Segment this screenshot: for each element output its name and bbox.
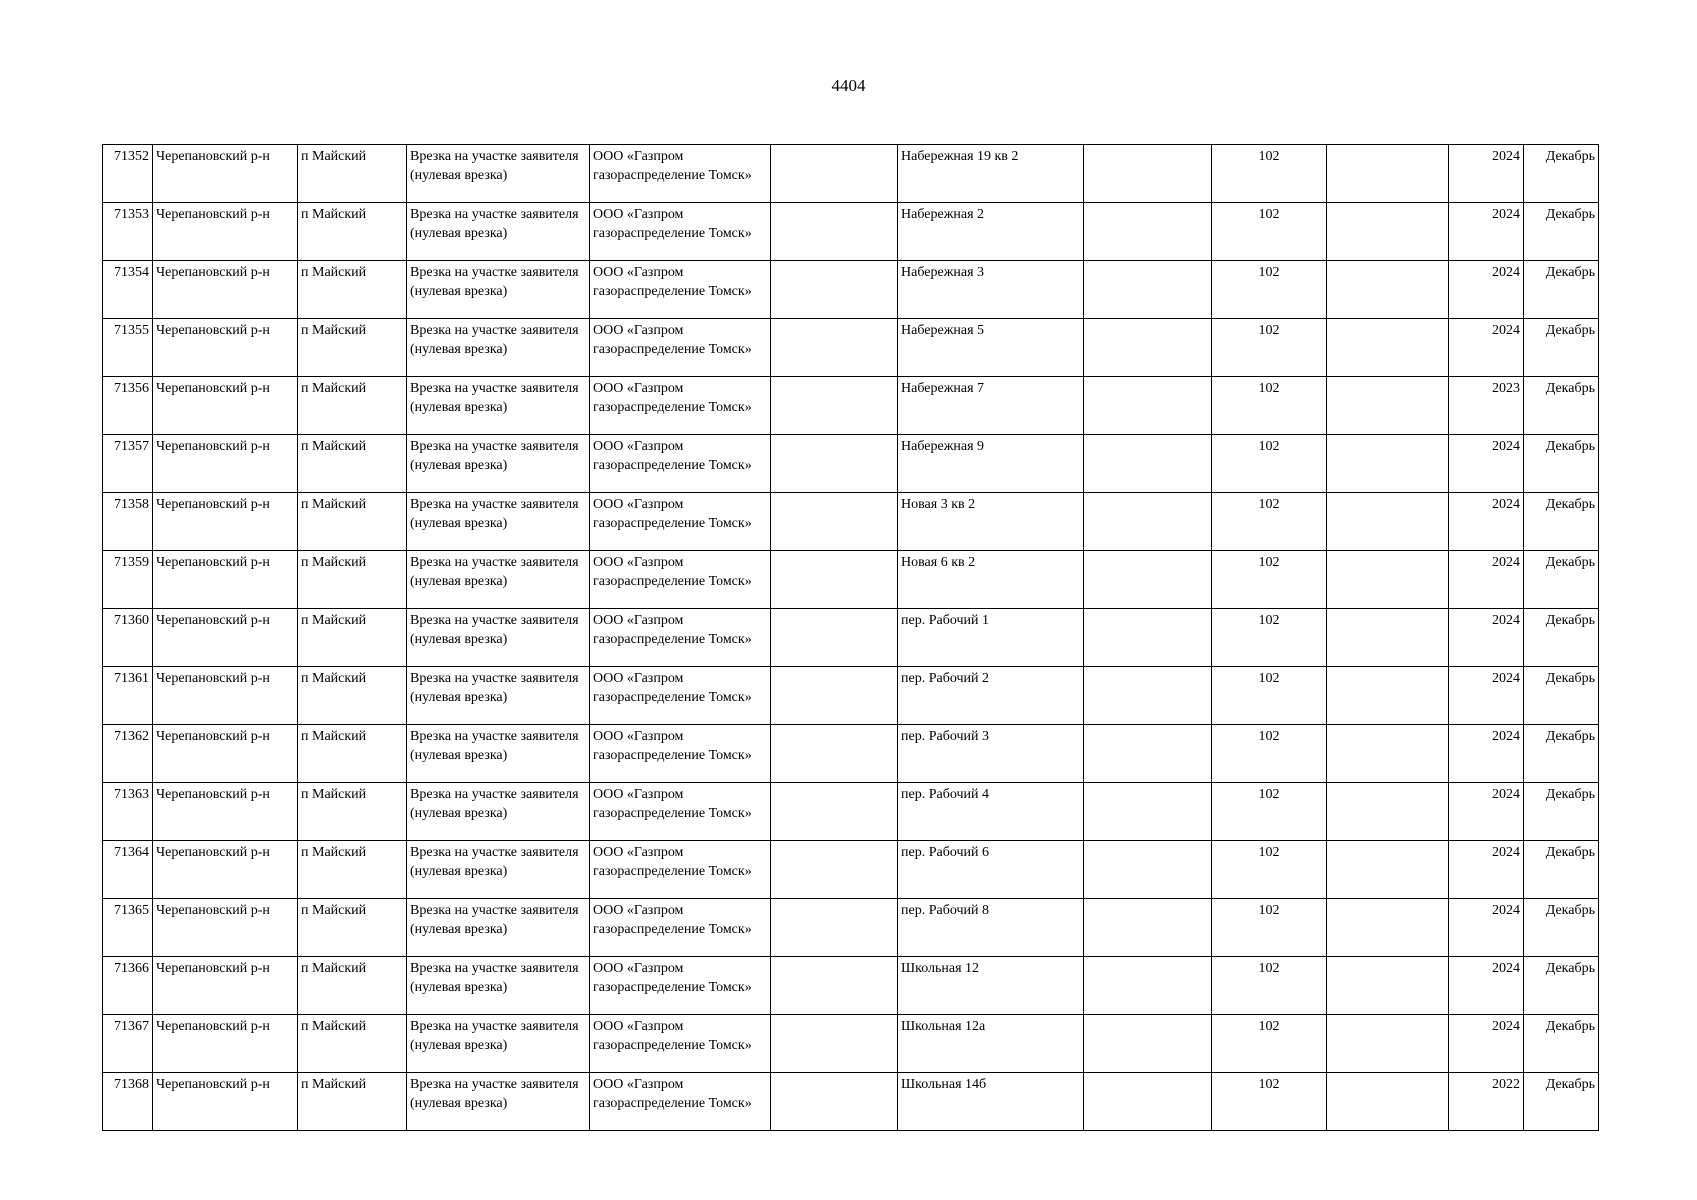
cell-empty xyxy=(1327,145,1449,203)
cell-organization: ООО «Газпром газораспределение Томск» xyxy=(590,783,771,841)
table-row xyxy=(103,203,1599,261)
cell-number: 71364 xyxy=(103,841,153,899)
table-row xyxy=(103,145,1599,203)
cell-month: Декабрь xyxy=(1524,899,1599,957)
cell-empty xyxy=(1327,667,1449,725)
cell-district: Черепановский р-н xyxy=(153,203,298,261)
cell-empty xyxy=(1327,551,1449,609)
table-body xyxy=(103,145,1599,1131)
cell-settlement: п Майский xyxy=(298,261,407,319)
cell-empty xyxy=(1327,377,1449,435)
cell-empty xyxy=(1327,1073,1449,1131)
cell-empty xyxy=(1327,435,1449,493)
cell-empty xyxy=(771,957,898,1015)
cell-organization: ООО «Газпром газораспределение Томск» xyxy=(590,493,771,551)
cell-address: Набережная 2 xyxy=(898,203,1084,261)
cell-number: 71357 xyxy=(103,435,153,493)
cell-district: Черепановский р-н xyxy=(153,1015,298,1073)
table-row xyxy=(103,899,1599,957)
cell-empty xyxy=(771,1015,898,1073)
cell-organization: ООО «Газпром газораспределение Томск» xyxy=(590,841,771,899)
cell-empty xyxy=(771,261,898,319)
cell-number: 71360 xyxy=(103,609,153,667)
cell-address: Новая 6 кв 2 xyxy=(898,551,1084,609)
cell-empty xyxy=(1084,783,1212,841)
cell-address: Набережная 9 xyxy=(898,435,1084,493)
cell-capacity: 102 xyxy=(1212,435,1327,493)
cell-district: Черепановский р-н xyxy=(153,261,298,319)
cell-empty xyxy=(771,899,898,957)
cell-settlement: п Майский xyxy=(298,551,407,609)
cell-organization: ООО «Газпром газораспределение Томск» xyxy=(590,1073,771,1131)
cell-empty xyxy=(771,319,898,377)
cell-address: Новая 3 кв 2 xyxy=(898,493,1084,551)
cell-work-type: Врезка на участке заявителя (нулевая врезка) xyxy=(407,435,590,493)
cell-work-type: Врезка на участке заявителя (нулевая врезка) xyxy=(407,957,590,1015)
cell-empty xyxy=(1084,145,1212,203)
cell-work-type: Врезка на участке заявителя (нулевая врезка) xyxy=(407,1073,590,1131)
cell-empty xyxy=(1084,1015,1212,1073)
cell-settlement: п Майский xyxy=(298,493,407,551)
page-number: 4404 xyxy=(831,76,866,95)
cell-empty xyxy=(771,841,898,899)
cell-month: Декабрь xyxy=(1524,957,1599,1015)
cell-work-type: Врезка на участке заявителя (нулевая врезка) xyxy=(407,841,590,899)
cell-number: 71359 xyxy=(103,551,153,609)
cell-year: 2024 xyxy=(1449,319,1524,377)
cell-district: Черепановский р-н xyxy=(153,667,298,725)
cell-capacity: 102 xyxy=(1212,667,1327,725)
cell-district: Черепановский р-н xyxy=(153,145,298,203)
cell-empty xyxy=(1084,1073,1212,1131)
cell-organization: ООО «Газпром газораспределение Томск» xyxy=(590,725,771,783)
cell-number: 71358 xyxy=(103,493,153,551)
cell-month: Декабрь xyxy=(1524,1073,1599,1131)
cell-month: Декабрь xyxy=(1524,261,1599,319)
cell-empty xyxy=(771,203,898,261)
cell-empty xyxy=(1327,725,1449,783)
cell-empty xyxy=(1327,783,1449,841)
cell-empty xyxy=(1084,493,1212,551)
cell-month: Декабрь xyxy=(1524,435,1599,493)
cell-capacity: 102 xyxy=(1212,1015,1327,1073)
table-row xyxy=(103,551,1599,609)
cell-work-type: Врезка на участке заявителя (нулевая врезка) xyxy=(407,145,590,203)
cell-district: Черепановский р-н xyxy=(153,551,298,609)
cell-organization: ООО «Газпром газораспределение Томск» xyxy=(590,609,771,667)
cell-settlement: п Майский xyxy=(298,1015,407,1073)
cell-settlement: п Майский xyxy=(298,609,407,667)
cell-capacity: 102 xyxy=(1212,261,1327,319)
cell-empty xyxy=(1327,319,1449,377)
cell-organization: ООО «Газпром газораспределение Томск» xyxy=(590,551,771,609)
cell-organization: ООО «Газпром газораспределение Томск» xyxy=(590,435,771,493)
cell-empty xyxy=(1084,261,1212,319)
cell-address: Школьная 12 xyxy=(898,957,1084,1015)
cell-empty xyxy=(1084,899,1212,957)
cell-district: Черепановский р-н xyxy=(153,435,298,493)
cell-district: Черепановский р-н xyxy=(153,841,298,899)
table-row xyxy=(103,435,1599,493)
cell-settlement: п Майский xyxy=(298,1073,407,1131)
cell-empty xyxy=(771,667,898,725)
cell-capacity: 102 xyxy=(1212,899,1327,957)
cell-number: 71362 xyxy=(103,725,153,783)
cell-empty xyxy=(1084,609,1212,667)
cell-empty xyxy=(1327,609,1449,667)
cell-work-type: Врезка на участке заявителя (нулевая врезка) xyxy=(407,783,590,841)
cell-address: Набережная 7 xyxy=(898,377,1084,435)
cell-district: Черепановский р-н xyxy=(153,319,298,377)
cell-address: Набережная 3 xyxy=(898,261,1084,319)
cell-empty xyxy=(1084,203,1212,261)
cell-year: 2024 xyxy=(1449,783,1524,841)
cell-address: пер. Рабочий 6 xyxy=(898,841,1084,899)
cell-year: 2024 xyxy=(1449,841,1524,899)
cell-year: 2024 xyxy=(1449,667,1524,725)
cell-district: Черепановский р-н xyxy=(153,1073,298,1131)
cell-address: Набережная 5 xyxy=(898,319,1084,377)
cell-number: 71356 xyxy=(103,377,153,435)
cell-empty xyxy=(1327,1015,1449,1073)
cell-number: 71355 xyxy=(103,319,153,377)
cell-empty xyxy=(1084,377,1212,435)
cell-capacity: 102 xyxy=(1212,493,1327,551)
cell-address: пер. Рабочий 1 xyxy=(898,609,1084,667)
table-row xyxy=(103,841,1599,899)
cell-year: 2022 xyxy=(1449,1073,1524,1131)
table-row xyxy=(103,493,1599,551)
cell-number: 71365 xyxy=(103,899,153,957)
cell-work-type: Врезка на участке заявителя (нулевая врезка) xyxy=(407,551,590,609)
cell-empty xyxy=(1327,899,1449,957)
cell-empty xyxy=(1327,493,1449,551)
cell-empty xyxy=(1084,667,1212,725)
cell-empty xyxy=(771,145,898,203)
cell-work-type: Врезка на участке заявителя (нулевая врезка) xyxy=(407,319,590,377)
cell-settlement: п Майский xyxy=(298,435,407,493)
cell-district: Черепановский р-н xyxy=(153,609,298,667)
cell-capacity: 102 xyxy=(1212,783,1327,841)
cell-work-type: Врезка на участке заявителя (нулевая врезка) xyxy=(407,667,590,725)
cell-year: 2024 xyxy=(1449,261,1524,319)
cell-organization: ООО «Газпром газораспределение Томск» xyxy=(590,203,771,261)
cell-district: Черепановский р-н xyxy=(153,725,298,783)
cell-number: 71368 xyxy=(103,1073,153,1131)
cell-capacity: 102 xyxy=(1212,841,1327,899)
cell-settlement: п Майский xyxy=(298,377,407,435)
cell-year: 2024 xyxy=(1449,1015,1524,1073)
cell-capacity: 102 xyxy=(1212,1073,1327,1131)
cell-month: Декабрь xyxy=(1524,319,1599,377)
cell-capacity: 102 xyxy=(1212,609,1327,667)
cell-number: 71354 xyxy=(103,261,153,319)
cell-district: Черепановский р-н xyxy=(153,783,298,841)
cell-address: пер. Рабочий 3 xyxy=(898,725,1084,783)
cell-settlement: п Майский xyxy=(298,145,407,203)
cell-district: Черепановский р-н xyxy=(153,493,298,551)
cell-capacity: 102 xyxy=(1212,319,1327,377)
cell-organization: ООО «Газпром газораспределение Томск» xyxy=(590,377,771,435)
cell-month: Декабрь xyxy=(1524,725,1599,783)
cell-month: Декабрь xyxy=(1524,783,1599,841)
cell-address: Школьная 12а xyxy=(898,1015,1084,1073)
cell-month: Декабрь xyxy=(1524,841,1599,899)
cell-capacity: 102 xyxy=(1212,377,1327,435)
cell-settlement: п Майский xyxy=(298,319,407,377)
table-row xyxy=(103,609,1599,667)
cell-empty xyxy=(1327,841,1449,899)
cell-work-type: Врезка на участке заявителя (нулевая врезка) xyxy=(407,899,590,957)
cell-organization: ООО «Газпром газораспределение Томск» xyxy=(590,667,771,725)
cell-month: Декабрь xyxy=(1524,667,1599,725)
cell-work-type: Врезка на участке заявителя (нулевая врезка) xyxy=(407,493,590,551)
cell-address: Набережная 19 кв 2 xyxy=(898,145,1084,203)
cell-district: Черепановский р-н xyxy=(153,377,298,435)
cell-number: 71363 xyxy=(103,783,153,841)
cell-year: 2024 xyxy=(1449,145,1524,203)
cell-month: Декабрь xyxy=(1524,551,1599,609)
cell-empty xyxy=(771,1073,898,1131)
cell-number: 71361 xyxy=(103,667,153,725)
cell-year: 2023 xyxy=(1449,377,1524,435)
cell-month: Декабрь xyxy=(1524,145,1599,203)
cell-empty xyxy=(771,435,898,493)
table-row xyxy=(103,783,1599,841)
cell-settlement: п Майский xyxy=(298,725,407,783)
cell-number: 71366 xyxy=(103,957,153,1015)
cell-settlement: п Майский xyxy=(298,841,407,899)
table-row xyxy=(103,377,1599,435)
cell-address: Школьная 14б xyxy=(898,1073,1084,1131)
cell-month: Декабрь xyxy=(1524,377,1599,435)
cell-capacity: 102 xyxy=(1212,551,1327,609)
cell-organization: ООО «Газпром газораспределение Томск» xyxy=(590,1015,771,1073)
cell-organization: ООО «Газпром газораспределение Томск» xyxy=(590,319,771,377)
cell-work-type: Врезка на участке заявителя (нулевая врезка) xyxy=(407,725,590,783)
cell-number: 71353 xyxy=(103,203,153,261)
cell-settlement: п Майский xyxy=(298,667,407,725)
cell-empty xyxy=(771,609,898,667)
cell-empty xyxy=(771,725,898,783)
cell-empty xyxy=(771,377,898,435)
cell-month: Декабрь xyxy=(1524,203,1599,261)
table-row xyxy=(103,319,1599,377)
cell-year: 2024 xyxy=(1449,493,1524,551)
cell-district: Черепановский р-н xyxy=(153,957,298,1015)
cell-district: Черепановский р-н xyxy=(153,899,298,957)
cell-capacity: 102 xyxy=(1212,203,1327,261)
cell-settlement: п Майский xyxy=(298,783,407,841)
cell-empty xyxy=(1327,203,1449,261)
cell-number: 71367 xyxy=(103,1015,153,1073)
cell-empty xyxy=(1084,435,1212,493)
cell-empty xyxy=(771,551,898,609)
cell-settlement: п Майский xyxy=(298,899,407,957)
cell-capacity: 102 xyxy=(1212,957,1327,1015)
table-row xyxy=(103,667,1599,725)
table-row xyxy=(103,1073,1599,1131)
cell-empty xyxy=(1084,841,1212,899)
cell-empty xyxy=(1327,957,1449,1015)
gasification-table xyxy=(102,144,1599,1131)
cell-capacity: 102 xyxy=(1212,725,1327,783)
cell-capacity: 102 xyxy=(1212,145,1327,203)
cell-empty xyxy=(1084,957,1212,1015)
cell-empty xyxy=(1327,261,1449,319)
cell-address: пер. Рабочий 8 xyxy=(898,899,1084,957)
cell-address: пер. Рабочий 2 xyxy=(898,667,1084,725)
cell-year: 2024 xyxy=(1449,551,1524,609)
cell-number: 71352 xyxy=(103,145,153,203)
cell-year: 2024 xyxy=(1449,609,1524,667)
cell-year: 2024 xyxy=(1449,203,1524,261)
cell-empty xyxy=(771,493,898,551)
cell-month: Декабрь xyxy=(1524,493,1599,551)
cell-year: 2024 xyxy=(1449,899,1524,957)
cell-month: Декабрь xyxy=(1524,609,1599,667)
cell-year: 2024 xyxy=(1449,435,1524,493)
cell-organization: ООО «Газпром газораспределение Томск» xyxy=(590,145,771,203)
cell-empty xyxy=(771,783,898,841)
cell-month: Декабрь xyxy=(1524,1015,1599,1073)
table-row xyxy=(103,1015,1599,1073)
cell-address: пер. Рабочий 4 xyxy=(898,783,1084,841)
cell-settlement: п Майский xyxy=(298,957,407,1015)
table-row xyxy=(103,261,1599,319)
cell-work-type: Врезка на участке заявителя (нулевая врезка) xyxy=(407,1015,590,1073)
cell-settlement: п Майский xyxy=(298,203,407,261)
cell-year: 2024 xyxy=(1449,725,1524,783)
cell-organization: ООО «Газпром газораспределение Томск» xyxy=(590,261,771,319)
cell-empty xyxy=(1084,319,1212,377)
table-row xyxy=(103,957,1599,1015)
cell-organization: ООО «Газпром газораспределение Томск» xyxy=(590,899,771,957)
cell-work-type: Врезка на участке заявителя (нулевая врезка) xyxy=(407,609,590,667)
table-row xyxy=(103,725,1599,783)
cell-work-type: Врезка на участке заявителя (нулевая врезка) xyxy=(407,261,590,319)
cell-work-type: Врезка на участке заявителя (нулевая врезка) xyxy=(407,377,590,435)
cell-year: 2024 xyxy=(1449,957,1524,1015)
cell-work-type: Врезка на участке заявителя (нулевая врезка) xyxy=(407,203,590,261)
cell-empty xyxy=(1084,725,1212,783)
cell-empty xyxy=(1084,551,1212,609)
cell-organization: ООО «Газпром газораспределение Томск» xyxy=(590,957,771,1015)
